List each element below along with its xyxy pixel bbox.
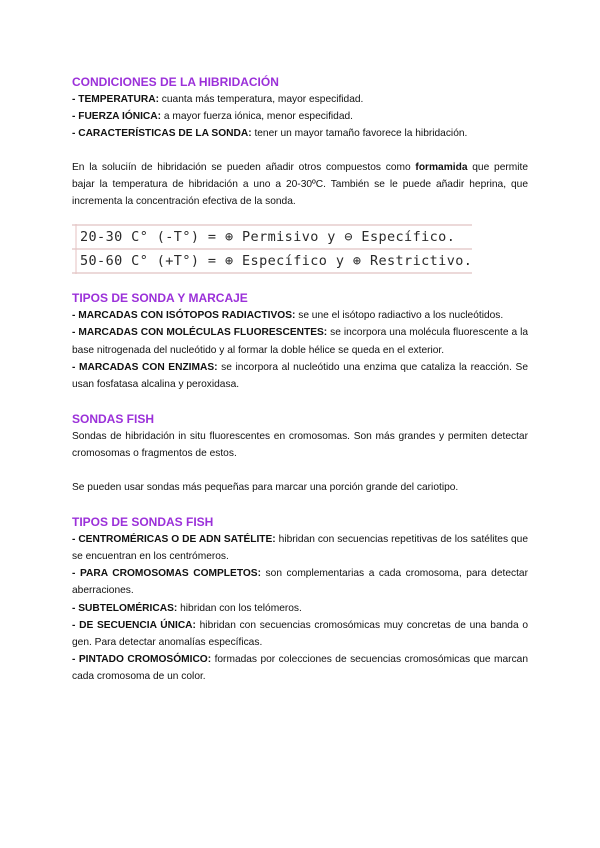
list-item: - MARCADAS CON MOLÉCULAS FLUORESCENTES: se incorpora una molécula fluorescente a la base nitrogenada del nucleótido y al formar la doble hélice se queda en el exterior. xyxy=(72,327,529,356)
list-item: - CENTROMÉRICAS O DE ADN SATÉLITE: hibridan con secuencias repetitivas de los satélites que se encuentran en los centrómeros. xyxy=(72,533,528,563)
list-tipos-sonda xyxy=(72,307,528,393)
paragraph-solucion: En la soluciín de hibridación se pueden añadir otros compuestos como formamida que permite bajar la temperatura de hibridación a uno a 20-30ºC. También se le puede añadir heprina, que incrementa la concentración efectiva de la sonda. xyxy=(72,161,528,208)
handwritten-note-image xyxy=(72,224,472,274)
paragraph-fish-1: Sondas de hibridación in situ fluorescentes en cromosomas. Son más grandes y permiten detectar cromosomas o fragmentos de estos. xyxy=(72,431,528,460)
section-title-sondas-fish: SONDAS FISH xyxy=(72,412,155,427)
list-condiciones xyxy=(72,91,528,143)
handwritten-line-1: 20-30 C° (-T°) = ⊕ Permisivo y ⊖ Específico. xyxy=(80,229,456,246)
list-item: - TEMPERATURA: cuanta más temperatura, mayor especifidad. xyxy=(72,94,364,105)
list-item: - SUBTELOMÉRICAS: hibridan con los telómeros. xyxy=(72,602,302,614)
paragraph-fish-2: Se pueden usar sondas más pequeñas para marcar una porción grande del cariotipo. xyxy=(72,481,459,493)
list-tipos-fish xyxy=(72,531,528,686)
section-title-condiciones: CONDICIONES DE LA HIBRIDACIÓN xyxy=(72,75,279,89)
section-title-tipos-fish: TIPOS DE SONDAS FISH xyxy=(72,514,214,529)
list-item: - MARCADAS CON ENZIMAS: se incorpora al nucleótido una enzima que cataliza la reacción. Se usan fosfatasa alcalina y peroxidasa. xyxy=(72,361,528,391)
list-item: - MARCADAS CON ISÓTOPOS RADIACTIVOS: se une el isótopo radiactivo a los nucleótidos. xyxy=(72,310,504,322)
list-item: - PARA CROMOSOMAS COMPLETOS: son complementarias a cada cromosoma, para detectar aberraciones. xyxy=(72,568,528,597)
list-item: - CARACTERÍSTICAS DE LA SONDA: tener un mayor tamaño favorece la hibridación. xyxy=(72,128,468,140)
list-item: - FUERZA IÓNICA: a mayor fuerza iónica, menor especifidad. xyxy=(72,111,354,123)
list-item: - DE SECUENCIA ÚNICA: hibridan con secuencias cromosómicas muy concretas de una banda o gen. Para detectar anomalías específicas. xyxy=(72,619,529,649)
list-item: - PINTADO CROMOSÓMICO: formadas por colecciones de secuencias cromosómicas que marcan cada cromosoma de un color. xyxy=(72,654,528,683)
handwritten-line-2: 50-60 C° (+T°) = ⊕ Específico y ⊕ Restrictivo. xyxy=(80,253,473,270)
document-content xyxy=(72,74,528,686)
section-title-tipos-sonda: TIPOS DE SONDA Y MARCAJE xyxy=(72,291,248,306)
